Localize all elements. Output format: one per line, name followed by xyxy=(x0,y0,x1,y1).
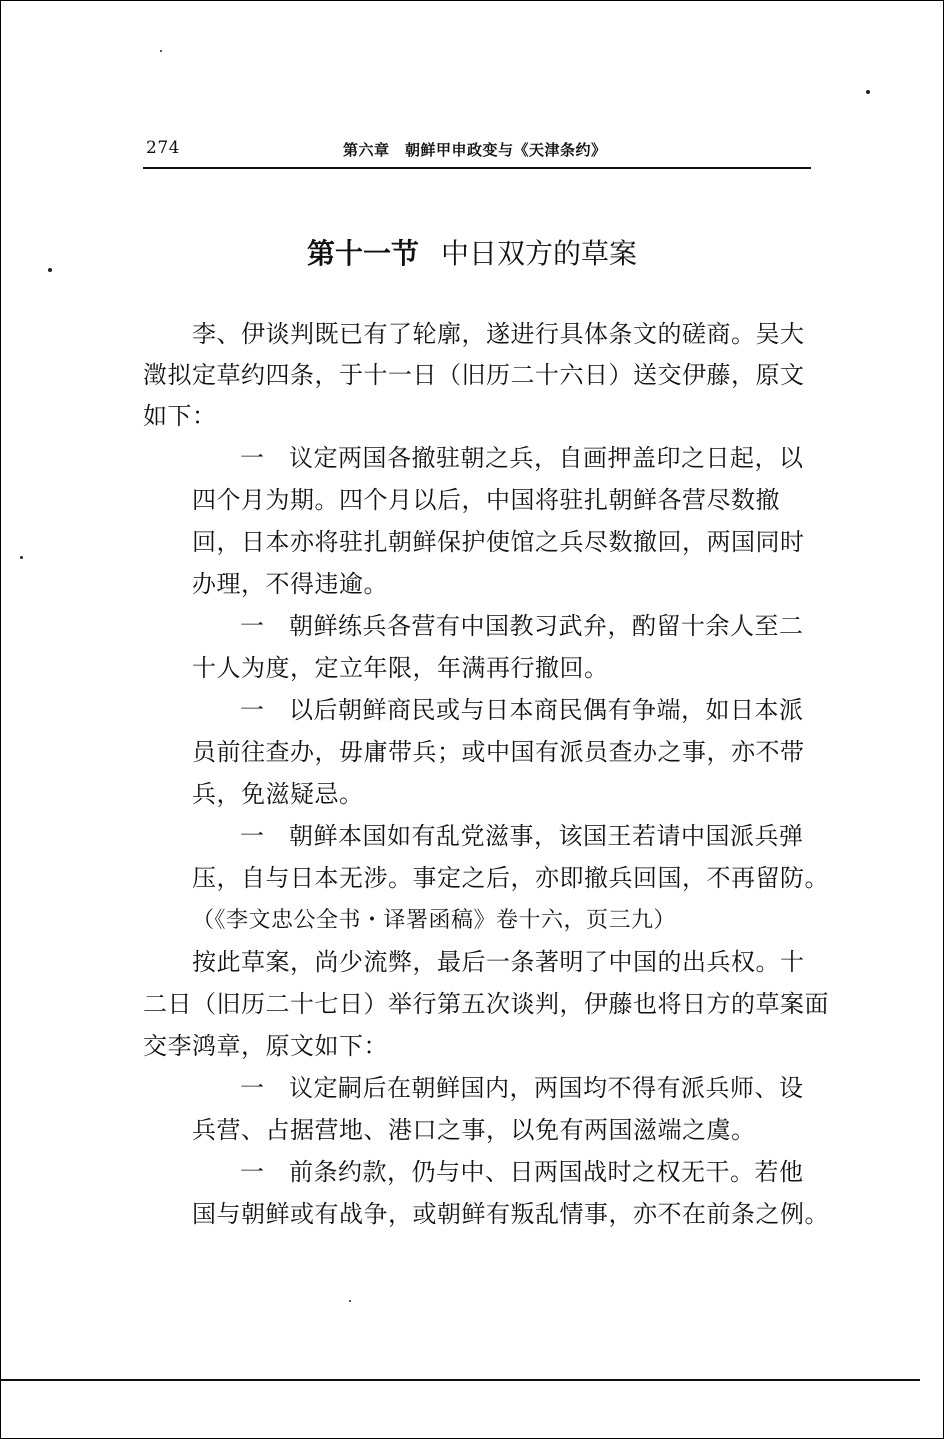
text-line: 二日（旧历二十七日）举行第五次谈判，伊藤也将日方的草案面 xyxy=(143,990,829,1018)
text-line: 兵营、占据营地、港口之事，以免有两国滋端之虞。 xyxy=(192,1116,756,1144)
text-line: 一 议定嗣后在朝鲜国内，两国均不得有派兵师、设 xyxy=(240,1074,804,1102)
scan-speck xyxy=(866,90,870,94)
running-head: 第六章 朝鲜甲申政变与《天津条约》 xyxy=(343,141,607,159)
scan-speck xyxy=(160,50,162,52)
text-line: 压，自与日本无涉。事定之后，亦即撤兵回国，不再留防。 xyxy=(192,864,829,892)
text-line: 办理，不得违逾。 xyxy=(192,570,388,598)
section-number: 第十一节 xyxy=(306,237,419,270)
text-line: 兵，免滋疑忌。 xyxy=(192,780,364,808)
text-line: 员前往查办，毋庸带兵；或中国有派员查办之事，亦不带 xyxy=(192,738,805,766)
text-line: 一 朝鲜本国如有乱党滋事，该国王若请中国派兵弹 xyxy=(240,822,804,850)
text-line: 如下： xyxy=(143,402,217,430)
page-header xyxy=(143,136,811,166)
text-line: 澂拟定草约四条，于十一日（旧历二十六日）送交伊藤，原文 xyxy=(143,361,805,389)
citation-line: （《李文忠公全书・译署函稿》卷十六，页三九） xyxy=(192,908,677,933)
scan-speck xyxy=(349,1300,351,1302)
text-line: 回，日本亦将驻扎朝鲜保护使馆之兵尽数撤回，两国同时 xyxy=(192,528,805,556)
text-line: 一 议定两国各撤驻朝之兵，自画押盖印之日起，以 xyxy=(240,444,804,472)
text-line: 按此草案，尚少流弊，最后一条著明了中国的出兵权。十 xyxy=(192,948,805,976)
text-line: 十人为度，定立年限，年满再行撤回。 xyxy=(192,654,609,682)
section-title xyxy=(0,232,944,272)
text-line: 李、伊谈判既已有了轮廓，遂进行具体条文的磋商。吴大 xyxy=(192,320,805,348)
text-line: 一 朝鲜练兵各营有中国教习武弁，酌留十余人至二 xyxy=(240,612,804,640)
text-line: 交李鸿章，原文如下： xyxy=(143,1032,388,1060)
text-line: 四个月为期。四个月以后，中国将驻扎朝鲜各营尽数撤 xyxy=(192,486,780,514)
page-number: 274 xyxy=(146,138,180,158)
text-line: 一 以后朝鲜商民或与日本商民偶有争端，如日本派 xyxy=(240,696,804,724)
text-line: 国与朝鲜或有战争，或朝鲜有叛乱情事，亦不在前条之例。 xyxy=(192,1200,829,1228)
section-heading: 中日双方的草案 xyxy=(441,237,638,270)
text-line: 一 前条约款，仍与中、日两国战时之权无干。若他 xyxy=(240,1158,804,1186)
body-text xyxy=(0,313,944,1233)
header-rule xyxy=(143,167,811,169)
bottom-scan-edge xyxy=(0,1379,920,1381)
